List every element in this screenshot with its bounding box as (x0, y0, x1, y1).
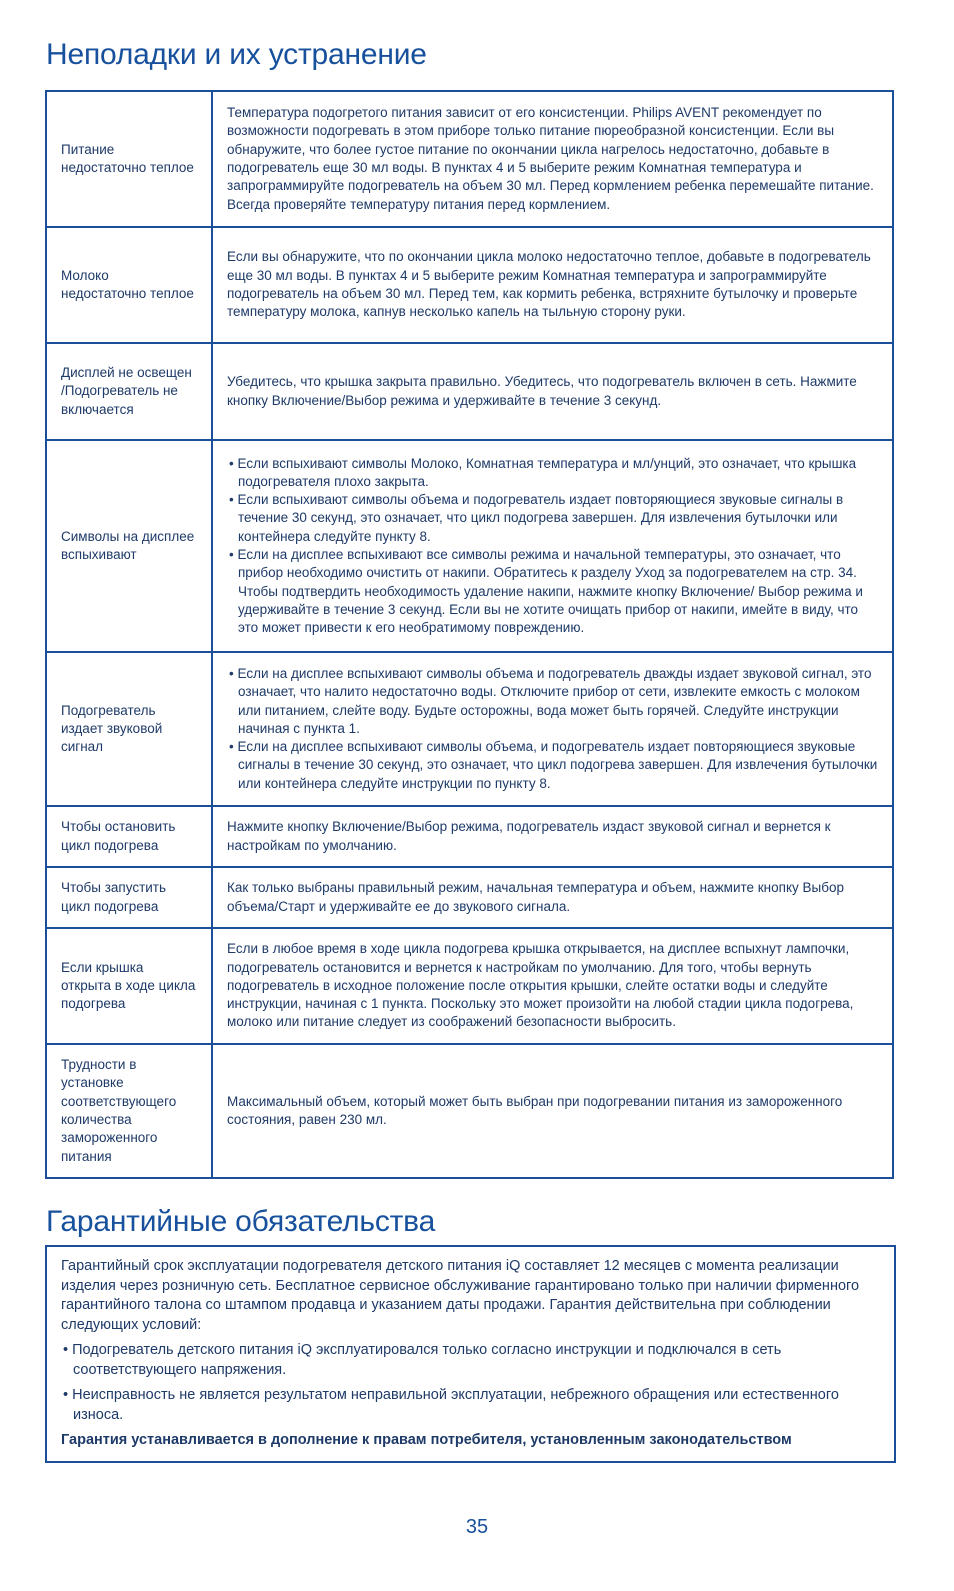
row-label: Чтобы запустить цикл подогрева (46, 867, 212, 928)
row-label: Подогреватель издает звуковой сигнал (46, 652, 212, 806)
row-label: Символы на дисплее вспыхивают (46, 440, 212, 652)
list-item: • Если на дисплее вспыхивают символы объема и подогреватель дважды издает звуковой сигнал, это означает, что налито недостаточно воды. Отключите прибор от сети, извлеките емкость с молоком или питанием, слейте воду. Будьте осторожны, вода может быть горячей. Следуйте инструкции начиная с пункта 1. (227, 665, 878, 738)
warranty-box (45, 1245, 896, 1463)
row-text: Нажмите кнопку Включение/Выбор режима, подогреватель издаст звуковой сигнал и вернется к настройкам по умолчанию. (212, 806, 893, 867)
bullet-list (227, 665, 878, 793)
row-label: Питание недостаточно теплое (46, 91, 212, 227)
row-text: Как только выбраны правильный режим, начальная температура и объем, нажмите кнопку Выбор объема/Старт и удерживайте ее до звукового сигнала. (212, 867, 893, 928)
table-row (46, 91, 893, 227)
row-text: Убедитесь, что крышка закрыта правильно. Убедитесь, что подогреватель включен в сеть. Нажмите кнопку Включение/Выбор режима и удерживайте в течение 3 секунд. (212, 343, 893, 440)
list-item: • Если на дисплее вспыхивают символы объема, и подогреватель издает повторяющиеся звуковые сигналы в течение 30 секунд, это означает, что цикл подогрева завершен. Для извлечения бутылочки или контейнера следуйте инструкции по пункту 8. (227, 738, 878, 793)
list-item: • Подогреватель детского питания iQ эксплуатировался только согласно инструкции и подключался в сеть соответствующего напряжения. (61, 1341, 882, 1380)
warranty-title: Гарантийные обязательства (46, 1205, 436, 1238)
table-row (46, 867, 893, 928)
troubleshooting-title: Неполадки и их устранение (46, 38, 427, 71)
row-text (212, 440, 893, 652)
row-label: Чтобы остановить цикл подогрева (46, 806, 212, 867)
warranty-intro: Гарантийный срок эксплуатации подогревателя детского питания iQ составляет 12 месяцев с момента реализации изделия через розничную сеть. Бесплатное сервисное обслуживание гарантировано только при наличии фирменного гарантийного талона со штампом продавца и указанием даты продажи. Гарантия действительна при соблюдении следующих условий: (61, 1258, 860, 1333)
row-text: Температура подогретого питания зависит от его консистенции. Philips AVENT рекомендует по возможности подогревать в этом приборе только питание пюреобразной консистенции. Если вы обнаружите, что более густое питание по окончании цикла нагрелось недостаточно, добавьте в подогреватель еще 30 мл воды. В пунктах 4 и 5 выберите режим Комнатная температура и запрограммируйте подогреватель на объем 30 мл. Перед кормлением ребенка перемешайте питание. Всегда проверяйте температуру питания перед кормлением. (212, 91, 893, 227)
row-text: Максимальный объем, который может быть выбран при подогревании питания из замороженного состояния, равен 230 мл. (212, 1044, 893, 1178)
row-label: Молоко недостаточно теплое (46, 227, 212, 343)
troubleshooting-table (45, 90, 894, 1179)
list-item: • Если вспыхивают символы объема и подогреватель издает повторяющиеся звуковые сигналы в течение 30 секунд, это означает, что цикл подогрева завершен. Для извлечения бутылочки или контейнера следуйте пункту 8. (227, 491, 878, 546)
list-item: • Если на дисплее вспыхивают все символы режима и начальной температуры, это означает, что прибор необходимо очистить от накипи. Обратитесь к разделу Уход за подогревателем на стр. 34. Чтобы подтвердить необходимость удаление накипи, нажмите кнопку Включение/ Выбор режима и удерживайте в течение 3 секунд. Если вы не хотите очищать прибор от накипи, имейте в виду, что это может привести к его необратимому повреждению. (227, 546, 878, 637)
row-label: Если крышка открыта в ходе цикла подогрева (46, 928, 212, 1044)
warranty-note: Гарантия устанавливается в дополнение к правам потребителя, установленным законодательством (61, 1432, 792, 1448)
list-item: • Неисправность не является результатом неправильной эксплуатации, небрежного обращения или естественного износа. (61, 1386, 882, 1425)
table-row (46, 343, 893, 440)
row-label: Дисплей не освещен /Подогреватель не включается (46, 343, 212, 440)
page-number: 35 (465, 1516, 489, 1538)
bullet-list (227, 455, 878, 638)
list-item: • Если вспыхивают символы Молоко, Комнатная температура и мл/унций, это означает, что крышка подогревателя плохо закрыта. (227, 455, 878, 492)
table-row (46, 227, 893, 343)
row-text: Если вы обнаружите, что по окончании цикла молоко недостаточно теплое, добавьте в подогреватель еще 30 мл воды. В пунктах 4 и 5 выберите режим Комнатная температура и запрограммируйте подогреватель на объем 30 мл. Перед тем, как кормить ребенка, встряхните бутылочку и проверьте температуру молока, капнув несколько капель на тыльную сторону руки. (212, 227, 893, 343)
table-row (46, 806, 893, 867)
row-text: Если в любое время в ходе цикла подогрева крышка открывается, на дисплее вспыхнут лампочки, подогреватель остановится и вернется к настройкам по умолчанию. Для того, чтобы вернуть подогреватель в исходное положение после открытия крышки, слейте остатки воды и следуйте инструкции, начиная с 1 пункта. Поскольку это может произойти на любой стадии цикла подогрева, молоко или питание следует из соображений безопасности выбросить. (212, 928, 893, 1044)
table-row (46, 928, 893, 1044)
row-text (212, 652, 893, 806)
table-row (46, 440, 893, 652)
row-label: Трудности в установке соответствующего количества замороженного питания (46, 1044, 212, 1178)
warranty-conditions (61, 1341, 882, 1425)
table-row (46, 652, 893, 806)
table-row (46, 1044, 893, 1178)
